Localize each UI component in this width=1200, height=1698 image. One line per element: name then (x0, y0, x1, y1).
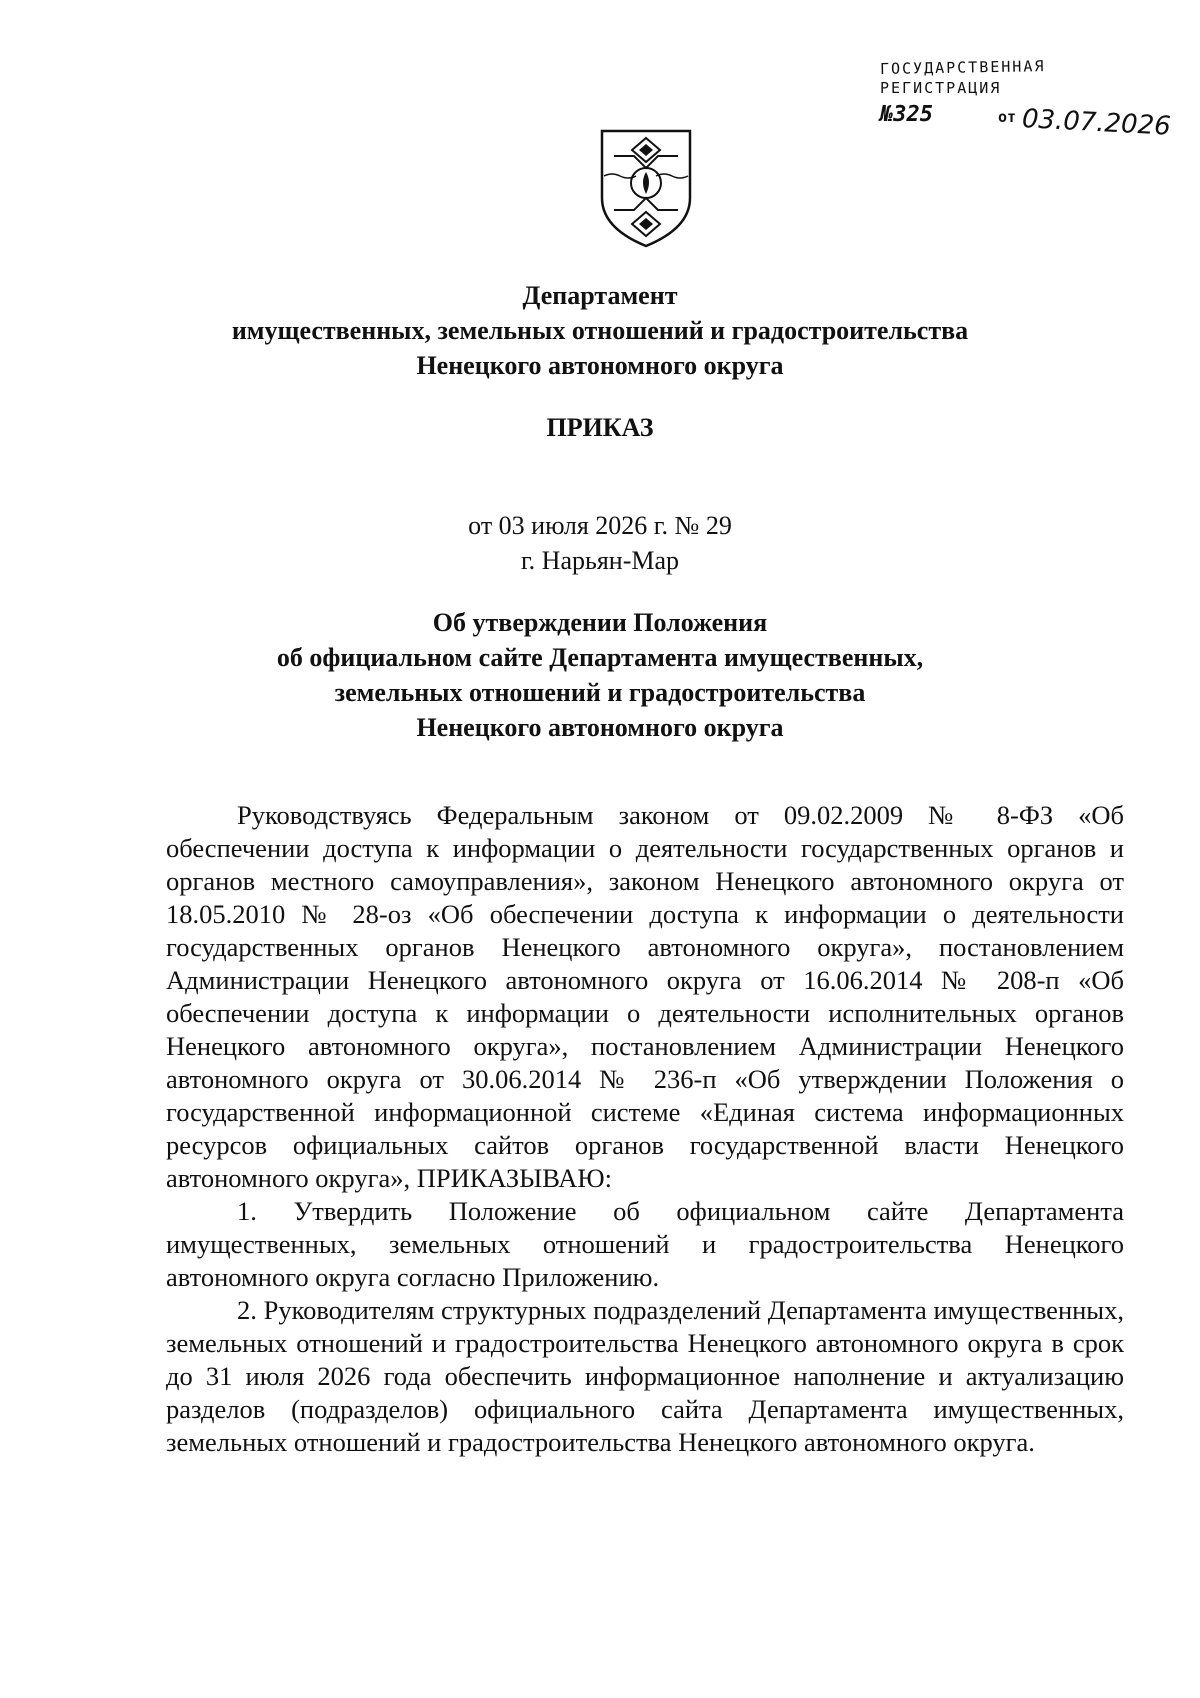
header-line-1: Департамент (522, 281, 678, 310)
stamp-line-1: ГОСУДАРСТВЕННАЯ (879, 57, 1046, 78)
header-line-2: имущественных, земельных отношений и градостроительства (231, 316, 969, 345)
department-header (150, 278, 1050, 383)
subject-line-3: земельных отношений и градостроительства (334, 678, 866, 707)
preamble-paragraph: Руководствуясь Федеральным законом от 09.02.2009 № 8-ФЗ «Об обеспечении доступа к информации о деятельности государственных органов и органов местного самоуправления», законом Ненецкого автономного округа от 18.05.2010 № 28-оз «Об обеспечении доступа к информации о деятельности государственных органов Ненецкого автономного округа», постановлением Администрации Ненецкого автономного округа от 16.06.2014 № 208-п «Об обеспечении доступа к информации о деятельности исполнительных органов Ненецкого автономного округа», постановлением Администрации Ненецкого автономного округа от 30.06.2014 № 236-п «Об утверждении Положения о государственной информационной системе «Единая система информационных ресурсов официальных сайтов органов государственной власти Ненецкого автономного округа», ПРИКАЗЫВАЮ: (166, 800, 1124, 1193)
document-subject (150, 605, 1050, 745)
city-line: г. Нарьян-Мар (520, 546, 680, 575)
document-type-title: ПРИКАЗ (546, 413, 654, 442)
stamp-ot-label: от (998, 108, 1017, 126)
subject-line-4: Ненецкого автономного округа (416, 713, 784, 742)
subject-line-2: об официальном сайте Департамента имущественных, (276, 643, 924, 672)
document-body (166, 799, 1124, 1459)
date-number-line: от 03 июля 2026 г. № 29 (468, 511, 732, 540)
order-item-2: 2. Руководителям структурных подразделений Департамента имущественных, земельных отношений и градостроительства Ненецкого автономного округа в срок до 31 июля 2026 года обеспечить информационное наполнение и актуализацию разделов (подразделов) официального сайта Департамента имущественных, земельных отношений и градостроительства Ненецкого автономного округа. (166, 1295, 1124, 1457)
stamp-number: №325 (880, 102, 933, 127)
subject-line-1: Об утверждении Положения (432, 608, 768, 637)
stamp-date: 03.07.2026 (1021, 104, 1172, 142)
stamp-line-2: РЕГИСТРАЦИЯ (880, 79, 1002, 97)
order-item-1: 1. Утвердить Положение об официальном сайте Департамента имущественных, земельных отношений и градостроительства Ненецкого автономного округа согласно Приложению. (166, 1196, 1124, 1292)
coat-of-arms-icon (598, 128, 694, 250)
date-and-number (150, 508, 1050, 578)
header-line-3: Ненецкого автономного округа (416, 351, 784, 380)
registration-stamp (879, 57, 1172, 150)
